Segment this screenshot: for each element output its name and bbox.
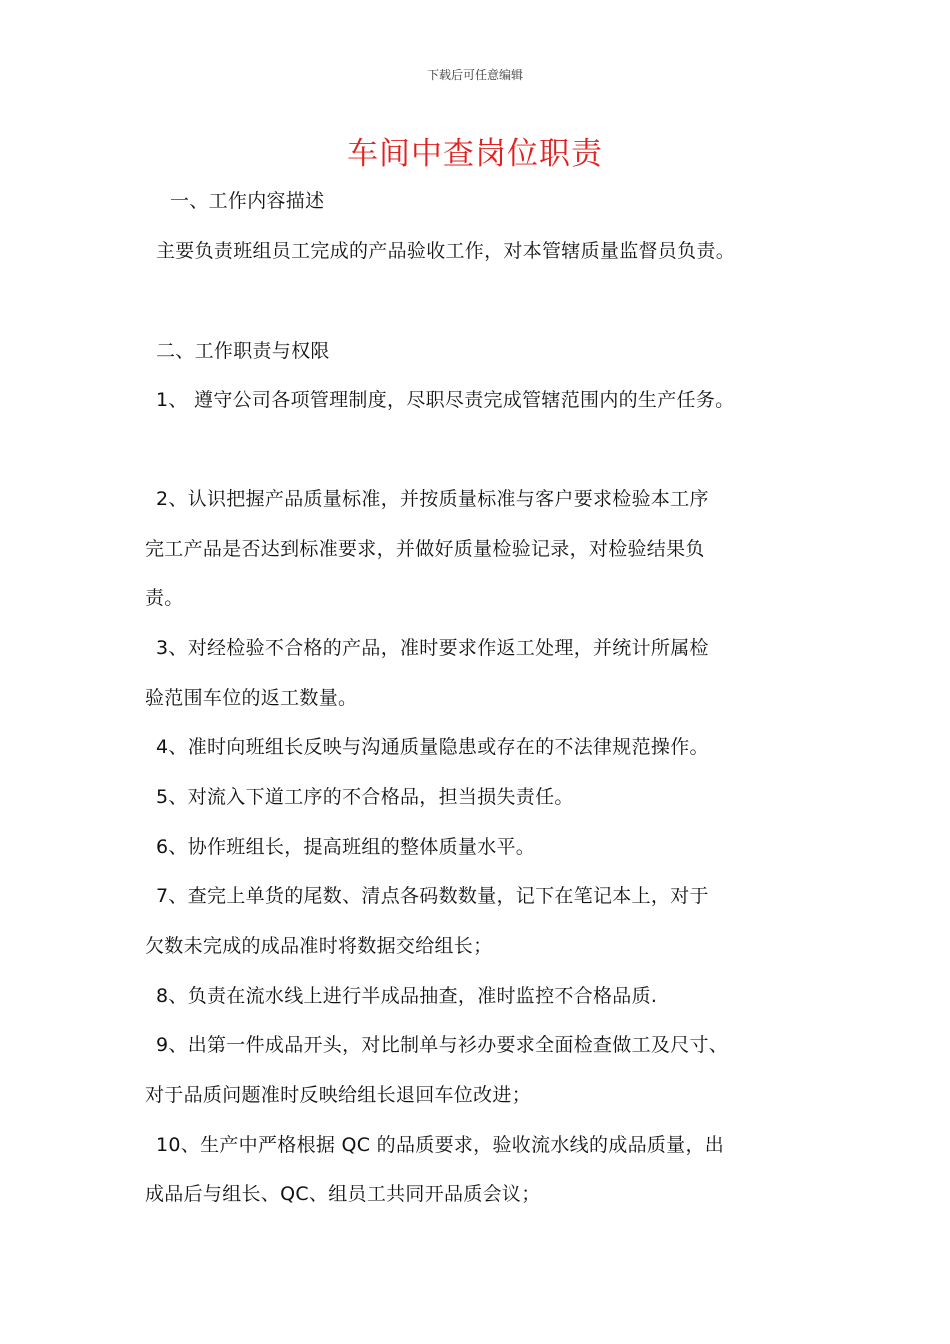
duty-item-10-line1: 10、生产中严格根据 QC 的品质要求，验收流水线的成品质量，出	[156, 1134, 725, 1156]
section1-heading: 一、工作内容描述	[170, 190, 325, 212]
duty-item-1: 1、 遵守公司各项管理制度，尽职尽责完成管辖范围内的生产任务。	[156, 389, 735, 411]
duty-item-7-line1: 7、查完上单货的尾数、清点各码数数量，记下在笔记本上，对于	[156, 885, 709, 907]
duty-item-8: 8、负责在流水线上进行半成品抽查，准时监控不合格品质.	[156, 985, 658, 1007]
section1-body: 主要负责班组员工完成的产品验收工作，对本管辖质量监督员负责。	[156, 240, 736, 262]
duty-item-10-line2: 成品后与组长、QC、组员工共同开品质会议；	[145, 1183, 541, 1205]
duty-item-6: 6、协作班组长，提高班组的整体质量水平。	[156, 836, 536, 858]
duty-item-9-line1: 9、出第一件成品开头，对比制单与衫办要求全面检查做工及尺寸、	[156, 1034, 729, 1056]
duty-item-7-line2: 欠数未完成的成品准时将数据交给组长；	[145, 935, 493, 957]
duty-item-9-line2: 对于品质问题准时反映给组长退回车位改进；	[145, 1084, 532, 1106]
section2-heading: 二、工作职责与权限	[156, 340, 330, 362]
duty-item-5: 5、对流入下道工序的不合格品，担当损失责任。	[156, 786, 574, 808]
duty-item-4: 4、准时向班组长反映与沟通质量隐患或存在的不法律规范操作。	[156, 736, 709, 758]
document-title: 车间中查岗位职责	[347, 136, 603, 172]
duty-item-2-line3: 责。	[145, 587, 184, 609]
duty-item-3-line1: 3、对经检验不合格的产品，准时要求作返工处理，并统计所属检	[156, 637, 709, 659]
header-note: 下载后可任意编辑	[426, 68, 523, 82]
duty-item-2-line2: 完工产品是否达到标准要求，并做好质量检验记录，对检验结果负	[145, 538, 705, 560]
duty-item-2-line1: 2、认识把握产品质量标准，并按质量标准与客户要求检验本工序	[156, 488, 709, 510]
duty-item-3-line2: 验范围车位的返工数量。	[145, 687, 358, 709]
